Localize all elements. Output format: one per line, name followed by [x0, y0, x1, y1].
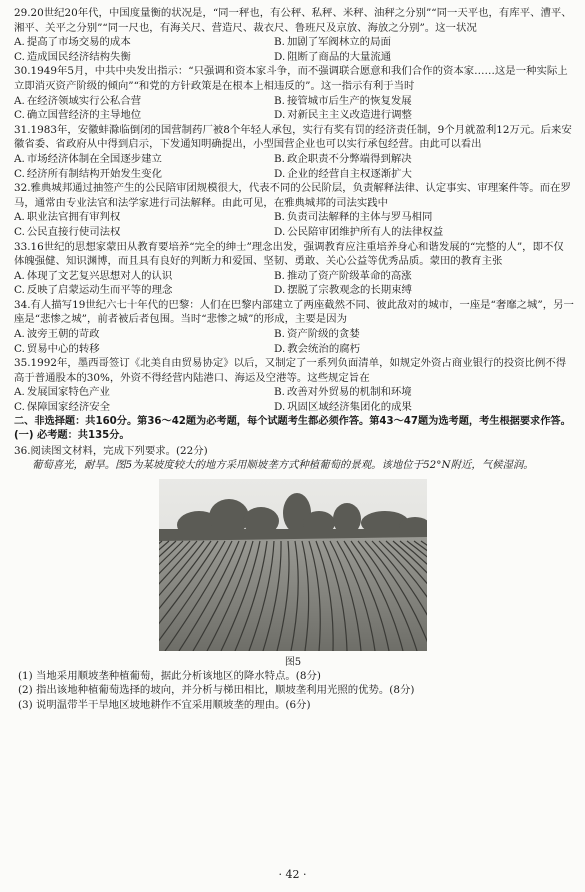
option-a: A. 提高了市场交易的成本 [14, 36, 131, 49]
option-d: D. 摆脱了宗教观念的长期束缚 [274, 284, 412, 297]
option-d: D. 对新民主主义改造进行调整 [274, 109, 412, 122]
vineyard-photo [159, 479, 427, 651]
subquestion-2: (2) 指出该地种植葡萄选择的坡向，并分析与梯田相比，顺坡垄利用光照的优势。(8分) [18, 684, 415, 697]
option-c: C. 造成国民经济结构失衡 [14, 50, 131, 63]
question-stem: 32.雅典城邦通过抽签产生的公民陪审团规模很大，代表不同的公民阶层，负责解释法律、认定事实、审理案件等。而在罗马，通常由专业法官和法学家进行司法解释。由此可见，在雅典城邦的司法实践中 [14, 182, 571, 209]
multiple-choice-block [14, 6, 574, 415]
option-d: D. 教会统治的腐朽 [274, 342, 360, 355]
option-b: B. 推动了资产阶级革命的高涨 [274, 269, 412, 282]
options [14, 327, 574, 356]
option-a: A. 在经济领域实行公私合营 [14, 94, 142, 107]
options [14, 385, 574, 414]
option-b: B. 负责司法解释的主体与罗马相同 [274, 211, 433, 224]
option-c: C. 经济所有制结构开始发生变化 [14, 167, 162, 180]
section-two-heading: 二、非选择题：共160分。第36～42题为必考题，每个试题考生都必须作答。第43～47题为选考题，考生根据要求作答。 [14, 415, 571, 427]
exam-page [14, 6, 574, 712]
question-stem: 33.16世纪的思想家蒙田从教育要培养“完全的绅士”理念出发，强调教育应注重培养身心和谐发展的“完整的人”，即不仅体魄强健、知识渊博，而且具有良好的判断力和爱国、坚韧、勇敢、关心公益等优秀品质。蒙田的教育主张 [14, 240, 564, 268]
option-a: A. 发展国家特色产业 [14, 386, 110, 399]
question-stem: 31.1983年，安徽蚌滁临倒闭的国营制药厂被8个年轻人承包，实行有奖有罚的经济责任制，9个月就盈利12万元。后来安徽省委、省政府从中得到启示，下发通知明确提出，小型国营企业也可以实行承包经营。由此可以看出 [14, 123, 572, 151]
option-d: D. 阻断了商品的大量流通 [274, 50, 392, 63]
options [14, 269, 574, 298]
question-30 [14, 64, 574, 122]
option-c: C. 贸易中心的转移 [14, 342, 100, 355]
question-33 [14, 240, 574, 298]
option-c: C. 反映了启蒙运动生而平等的理念 [14, 284, 173, 297]
question-35 [14, 356, 574, 414]
option-a: A. 职业法官拥有审判权 [14, 211, 121, 224]
option-d: D. 巩固区域经济集团化的成果 [274, 401, 412, 414]
page-number: · 42 · [278, 868, 307, 881]
question-36 [14, 444, 574, 713]
required-questions-heading: (一) 必考题：共135分。 [14, 430, 130, 442]
option-c: C. 确立国营经济的主导地位 [14, 109, 142, 122]
question-stem: 34.有人描写19世纪六七十年代的巴黎：人们在巴黎内部建立了两座截然不同、彼此敌对的城市，一座是“奢靡之城”，另一座是“悲惨之城”，前者被后者包围。当时“悲惨之城”的形成，主要是因为 [14, 298, 574, 326]
option-b: B. 改善对外贸易的机制和环境 [274, 386, 412, 399]
options [14, 210, 574, 239]
option-d: D. 公民陪审团维护所有人的法律权益 [274, 225, 444, 238]
question-stem: 36.阅读图文材料，完成下列要求。(22分) [14, 444, 208, 457]
figure-caption: 图5 [284, 656, 302, 668]
options [14, 152, 574, 181]
question-29 [14, 6, 574, 64]
question-34 [14, 298, 574, 356]
question-32 [14, 181, 574, 239]
option-d: D. 企业的经营自主权逐渐扩大 [274, 167, 412, 180]
subquestion-3: (3) 说明温带半干旱地区坡地耕作不宜采用顺坡垄的理由。(6分) [18, 698, 311, 711]
option-a: A. 波旁王朝的苛政 [14, 328, 100, 341]
option-b: B. 接管城市后生产的恢复发展 [274, 94, 412, 107]
option-c: C. 公民直接行使司法权 [14, 225, 121, 238]
subquestion-1: (1) 当地采用顺坡垄种植葡萄，据此分析该地区的降水特点。(8分) [18, 669, 321, 682]
option-a: A. 体现了文艺复兴思想对人的认识 [14, 269, 173, 282]
question-stem: 29.20世纪20年代，中国度量衡的状况是，“同一秤也，有公秤、私秤、米秤、油秤之分别”“同一天平也，有库平、漕平、湘平、关平之分别”“同一尺也，有海关尺、营造尺、裁衣尺、鲁班尺及京放、海放之分别”。这一状况 [14, 7, 572, 34]
options [14, 35, 574, 64]
question-stem: 35.1992年，墨西哥签订《北美自由贸易协定》以后，又制定了一系列负面清单，如规定外资占商业银行的投资比例不得高于普通股本的30%，外资不得经营内陆港口、海运及空港等。这些规定旨在 [14, 357, 567, 384]
option-b: B. 加剧了军阀林立的局面 [274, 36, 391, 49]
options [14, 94, 574, 123]
option-b: B. 资产阶级的贪婪 [274, 328, 360, 341]
question-material: 葡萄喜光，耐旱。图5为某坡度较大的地方采用顺坡垄方式种植葡萄的景观。该地位于52°N附近，气候湿润。 [32, 459, 534, 472]
option-b: B. 政企职责不分弊端得到解决 [274, 152, 412, 165]
question-31 [14, 123, 574, 181]
option-a: A. 市场经济体制在全国逐步建立 [14, 152, 162, 165]
question-stem: 30.1949年5月，中共中央发出指示：“只强调和资本家斗争，而不强调联合愿意和我们合作的资本家……这是一种实际上立即消灭资产阶级的倾向”“和党的方针政策是在根本上相违反的”。这一指示有利于当时 [14, 65, 568, 92]
option-c: C. 保障国家经济安全 [14, 401, 111, 414]
